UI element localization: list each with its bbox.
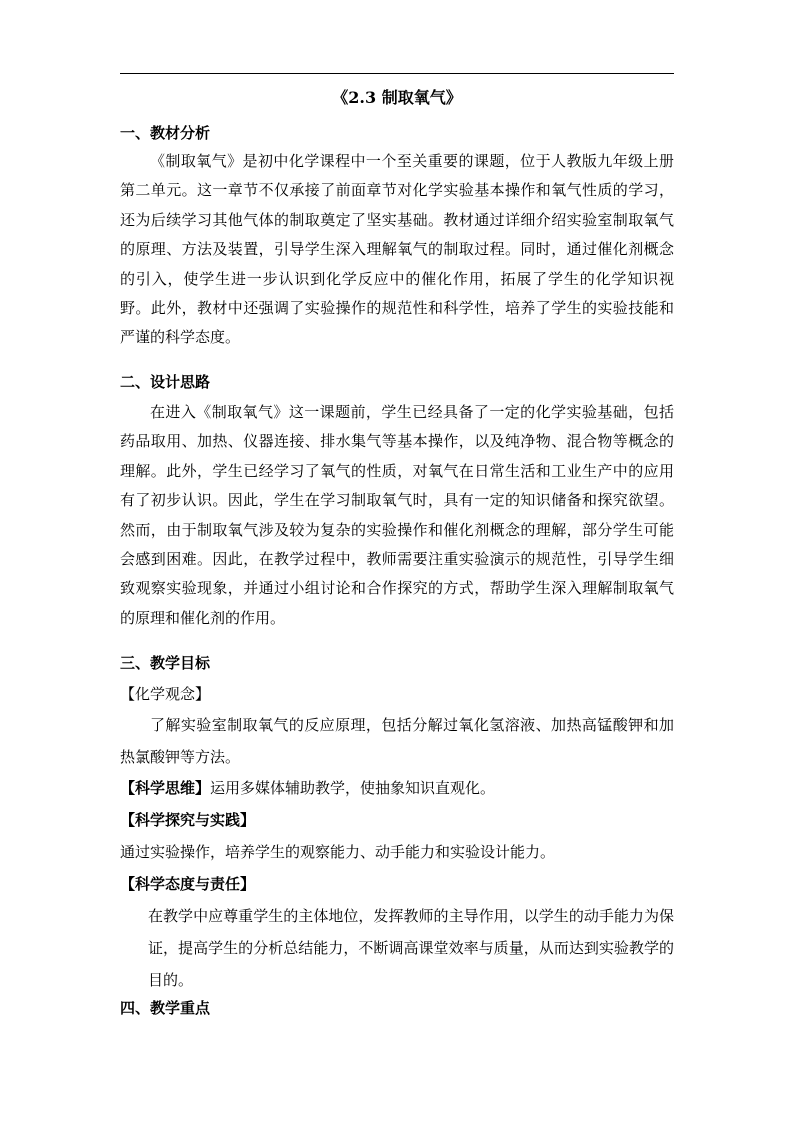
section-heading-textbook-analysis: 一、教材分析: [120, 124, 211, 142]
section-heading-design-idea: 二、设计思路: [120, 373, 211, 391]
goal-label-chemistry-concept: 【化学观念】: [120, 685, 211, 703]
goal-label-attitude-responsibility: 【科学态度与责任】: [120, 875, 256, 893]
textbook-analysis-paragraph: 《制取氧气》是初中化学课程中一个至关重要的课题，位于人教版九年级上册第二单元。这一章节不仅承接了前面章节对化学实验基本操作和氧气性质的学习，还为后续学习其他气体的制取奠定了坚实基础。教材通过详细介绍实验室制取氧气的原理、方法及装置，引导学生深入理解氧气的制取过程。同时，通过催化剂概念的引入，使学生进一步认识到化学反应中的催化作用，拓展了学生的化学知识视野。此外，教材中还强调了实验操作的规范性和科学性，培养了学生的实验技能和严谨的科学态度。: [120, 152, 674, 347]
section-heading-teaching-key-points: 四、教学重点: [120, 999, 211, 1017]
goal-text-scientific-thinking: 运用多媒体辅助教学，使抽象知识直观化。: [210, 779, 496, 797]
section-heading-teaching-goals: 三、教学目标: [120, 654, 211, 672]
design-idea-paragraph: 在进入《制取氧气》这一课题前，学生已经具备了一定的化学实验基础，包括药品取用、加热、仪器连接、排水集气等基本操作，以及纯净物、混合物等概念的理解。此外，学生已经学习了氧气的性质，对氧气在日常生活和工业生产中的应用有了初步认识。因此，学生在学习制取氧气时，具有一定的知识储备和探究欲望。然而，由于制取氧气涉及较为复杂的实验操作和催化剂概念的理解，部分学生可能会感到困难。因此，在教学过程中，教师需要注重实验演示的规范性，引导学生细致观察实验现象，并通过小组讨论和合作探究的方式，帮助学生深入理解制取氧气的原理和催化剂的作用。: [120, 403, 674, 627]
goal-text-chemistry-concept: 了解实验室制取氧气的反应原理，包括分解过氧化氢溶液、加热高锰酸钾和加热氯酸钾等方法。: [120, 716, 674, 766]
goal-text-inquiry-practice: 通过实验操作，培养学生的观察能力、动手能力和实验设计能力。: [120, 843, 556, 861]
document-title: 《2.3 制取氧气》: [332, 88, 462, 107]
header-rule: [120, 73, 674, 74]
goal-label-scientific-thinking: 【科学思维】: [120, 779, 211, 797]
goal-row-scientific-thinking: [120, 776, 674, 800]
goal-text-attitude-responsibility: 在教学中应尊重学生的主体地位，发挥教师的主导作用，以学生的动手能力为保证，提高学生的分析总结能力，不断调高课堂效率与质量，从而达到实验教学的目的。: [148, 907, 674, 989]
goal-label-inquiry-practice: 【科学探究与实践】: [120, 811, 256, 829]
